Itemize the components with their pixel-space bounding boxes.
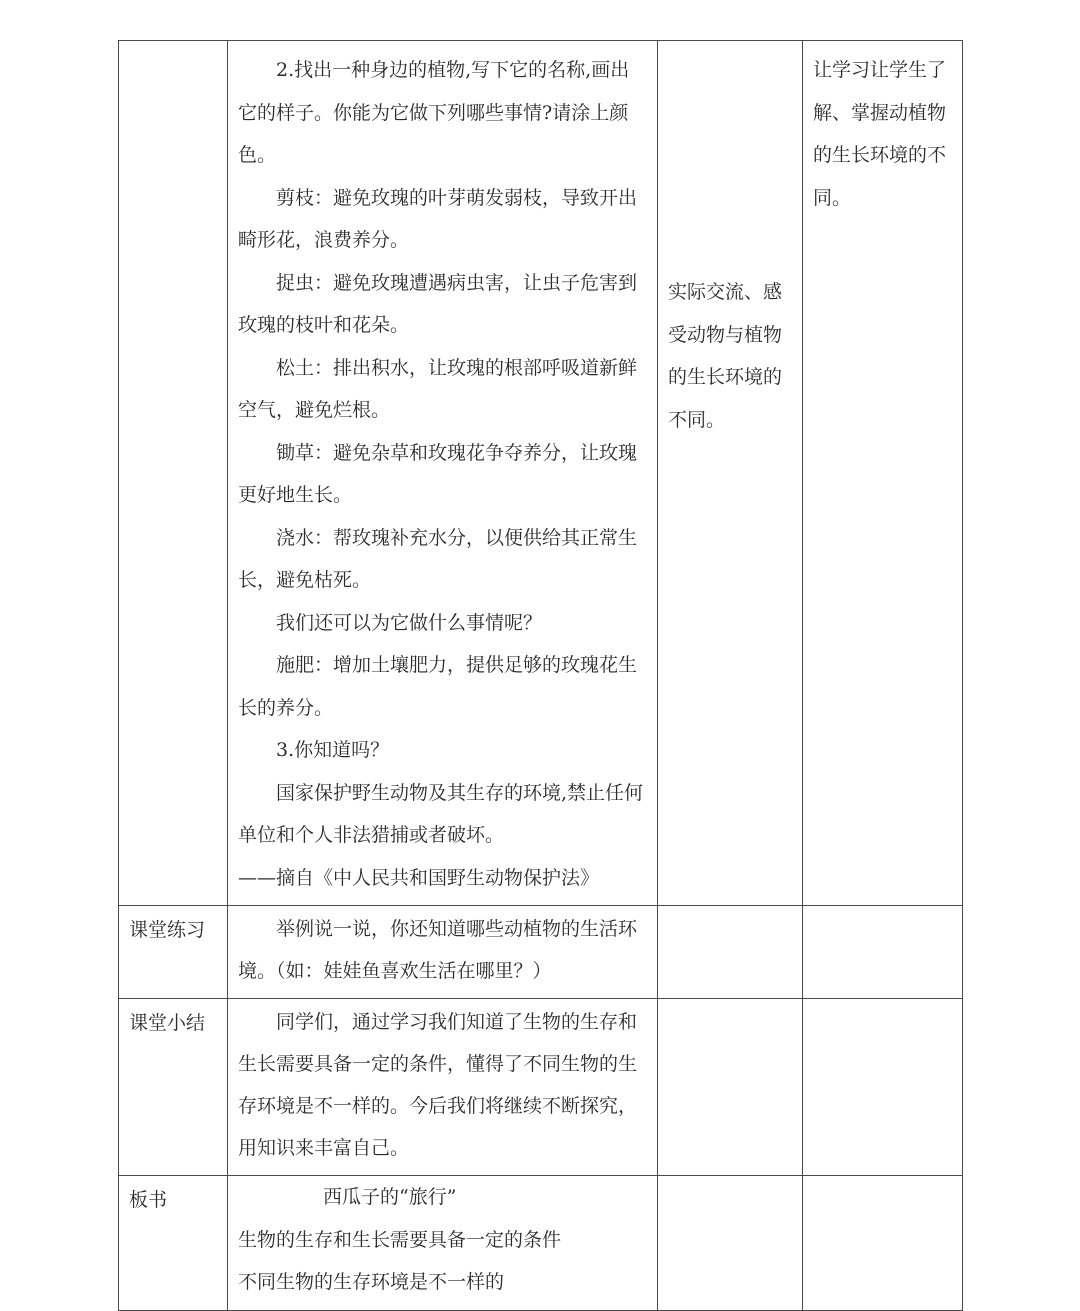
content-cell — [228, 41, 658, 906]
row-label: 课堂练习 — [129, 919, 206, 941]
table-row — [119, 906, 963, 999]
activity-cell — [658, 999, 803, 1176]
row-label-cell — [119, 906, 228, 999]
activity-text — [658, 999, 802, 1013]
activity-cell — [658, 906, 803, 999]
content-paragraph: 锄草：避免杂草和玫瑰花争夺养分，让玫瑰更好地生长。 — [238, 441, 638, 506]
intent-cell — [803, 1176, 963, 1311]
board-line: 不同生物的生存环境是不一样的 — [238, 1271, 505, 1293]
board-title: 西瓜子的“旅行” — [323, 1186, 457, 1208]
activity-text — [658, 1176, 802, 1190]
content-paragraph: 国家保护野生动物及其生存的环境,禁止任何单位和个人非法猎捕或者破坏。 — [238, 781, 644, 846]
content-paragraph: 我们还可以为它做什么事情呢？ — [276, 611, 543, 634]
table-row — [119, 1176, 963, 1311]
content-paragraph: 剪枝：避免玫瑰的叶芽萌发弱枝，导致开出畸形花，浪费养分。 — [238, 186, 638, 251]
activity-text: 实际交流、感受动物与植物的生长环境的不同。 — [668, 281, 783, 431]
intent-text — [803, 999, 962, 1013]
lesson-plan-table — [118, 40, 963, 1311]
content-cell — [228, 999, 658, 1176]
row-label — [119, 41, 227, 61]
table-row — [119, 41, 963, 906]
row-label-cell — [119, 999, 228, 1176]
activity-cell — [658, 1176, 803, 1311]
board-cell — [228, 1176, 658, 1311]
row-label: 课堂小结 — [129, 1012, 206, 1034]
activity-cell — [658, 41, 803, 906]
content-paragraph: 捉虫：避免玫瑰遭遇病虫害，让虫子危害到玫瑰的枝叶和花朵。 — [238, 271, 638, 336]
content-paragraph: 3.你知道吗？ — [276, 739, 390, 761]
content-paragraph: 2.找出一种身边的植物,写下它的名称,画出它的样子。你能为它做下列哪些事情?请涂上颜色。 — [238, 59, 630, 166]
citation: ——摘自《中人民共和国野生动物保护法》 — [238, 866, 600, 889]
intent-text — [803, 906, 962, 920]
content-paragraph: 浇水：帮玫瑰补充水分，以便供给其正常生长，避免枯死。 — [238, 526, 638, 591]
content-paragraph: 松土：排出积水，让玫瑰的根部呼吸道新鲜空气，避免烂根。 — [238, 356, 638, 421]
row-label-cell — [119, 41, 228, 906]
row-label-cell — [119, 1176, 228, 1311]
activity-text — [658, 906, 802, 920]
intent-cell — [803, 906, 963, 999]
row-label: 板书 — [129, 1189, 168, 1211]
content-paragraph: 施肥：增加土壤肥力，提供足够的玫瑰花生长的养分。 — [238, 654, 638, 719]
content-cell — [228, 906, 658, 999]
intent-cell — [803, 999, 963, 1176]
table-row — [119, 999, 963, 1176]
intent-cell — [803, 41, 963, 906]
content-paragraph: 同学们，通过学习我们知道了生物的生存和生长需要具备一定的条件，懂得了不同生物的生存环境是不一样的。今后我们将继续不断探究，用知识来丰富自己。 — [238, 1011, 638, 1159]
intent-text: 让学习让学生了解、掌握动植物的生长环境的不同。 — [813, 59, 947, 209]
content-paragraph: 举例说一说，你还知道哪些动植物的生活环境。（如：娃娃鱼喜欢生活在哪里？） — [238, 918, 638, 982]
board-line: 生物的生存和生长需要具备一定的条件 — [238, 1228, 562, 1251]
intent-text — [803, 1176, 962, 1190]
